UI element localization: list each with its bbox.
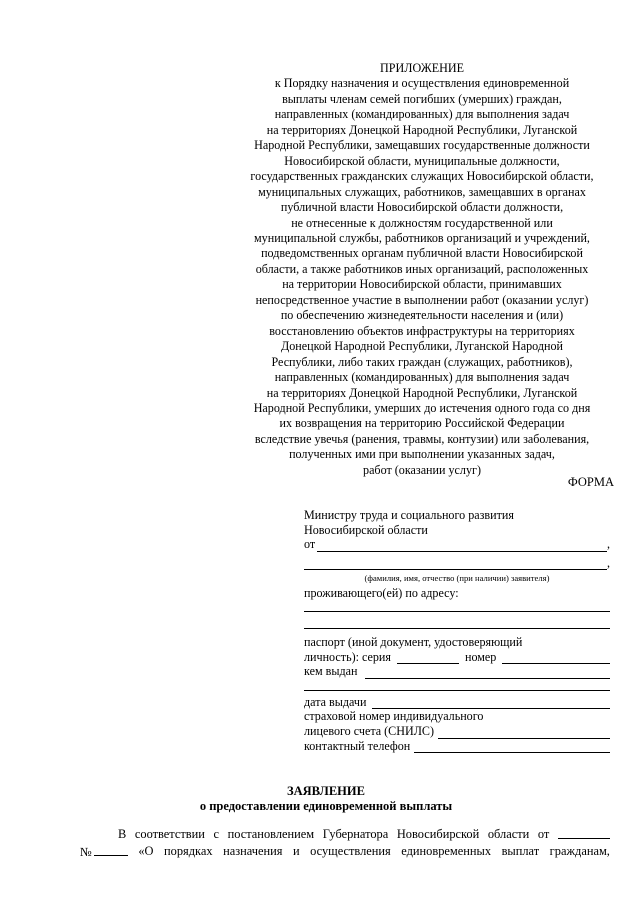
appendix-line: вследствие увечья (ранения, травмы, контузии) или заболевания, bbox=[254, 431, 590, 446]
body-word: Губернатора bbox=[322, 827, 389, 841]
addressee-block bbox=[304, 508, 610, 586]
appendix-line: Новосибирской области, муниципальные должности, bbox=[284, 153, 560, 168]
appendix-line: их возвращения на территорию Российской Федерации bbox=[279, 416, 565, 431]
appendix-line: на территориях Донецкой Народной Республики, Луганской bbox=[266, 385, 578, 400]
appendix-text bbox=[240, 76, 604, 478]
appendix-line: области, а также работников иных организаций, расположенных bbox=[255, 261, 589, 276]
snils-row bbox=[304, 724, 610, 739]
appendix-line: направленных (командированных) для выполнения задач bbox=[274, 370, 570, 385]
appendix-heading: ПРИЛОЖЕНИЕ bbox=[380, 61, 464, 75]
issue-date-label: дата выдачи bbox=[304, 694, 367, 709]
decree-date-field[interactable] bbox=[558, 826, 610, 839]
passport-block bbox=[304, 635, 610, 753]
snils-line1: страховой номер индивидуального bbox=[304, 709, 484, 724]
issued-by-row bbox=[304, 664, 610, 679]
appendix-line: на территориях Донецкой Народной Республики, Луганской bbox=[266, 122, 578, 137]
appendix-line: муниципальной службы, работников организаций и учреждений, bbox=[254, 230, 590, 245]
decree-number-group bbox=[80, 843, 128, 861]
addressee-line2: Новосибирской области bbox=[304, 522, 428, 537]
appendix-line: восстановлению объектов инфраструктуры на территориях bbox=[269, 323, 575, 338]
body-word: с bbox=[213, 827, 219, 841]
body-word: соответствии bbox=[134, 827, 205, 841]
statement-subtitle: о предоставлении единовременной выплаты bbox=[199, 799, 453, 813]
phone-field[interactable] bbox=[414, 741, 610, 753]
appendix-line: не отнесенные к должностям государственной или bbox=[291, 215, 553, 230]
appendix-line: Донецкой Народной Республики, Луганской Народной bbox=[280, 339, 564, 354]
snils-field[interactable] bbox=[438, 727, 610, 739]
body-word: осуществления bbox=[310, 844, 391, 858]
residence-block bbox=[304, 586, 610, 629]
appendix-header bbox=[240, 61, 604, 478]
series-label: личность): серия bbox=[304, 649, 391, 664]
body-word: постановлением bbox=[227, 827, 315, 841]
issue-date-row bbox=[304, 695, 610, 710]
snils-label: лицевого счета (СНИЛС) bbox=[304, 723, 435, 738]
from-row bbox=[304, 537, 610, 552]
body-word: Новосибирской bbox=[396, 827, 480, 841]
appendix-line: непосредственное участие в выполнении работ (оказании услуг) bbox=[255, 292, 589, 307]
phone-label: контактный телефон bbox=[304, 738, 411, 753]
residence-label: проживающего(ей) по адресу: bbox=[304, 586, 459, 600]
phone-row bbox=[304, 739, 610, 754]
address-line-2[interactable] bbox=[304, 627, 610, 629]
decree-number-field[interactable] bbox=[94, 843, 128, 856]
address-line-1[interactable] bbox=[304, 610, 610, 612]
appendix-line: публичной власти Новосибирской области должности, bbox=[280, 200, 564, 215]
body-word: назначения bbox=[223, 844, 283, 858]
issue-date-field[interactable] bbox=[372, 697, 610, 709]
body-word: В bbox=[118, 827, 127, 841]
number-sign: № bbox=[80, 845, 92, 859]
appendix-line: выплаты членам семей погибших (умерших) граждан, bbox=[282, 91, 562, 106]
appendix-line: муниципальных служащих, работников, замещавших в органах bbox=[258, 184, 586, 199]
series-row bbox=[304, 650, 610, 665]
issued-by-field[interactable] bbox=[365, 667, 610, 679]
body-word: и bbox=[292, 844, 300, 858]
body-word: порядках bbox=[164, 844, 213, 858]
issued-by-label: кем выдан bbox=[304, 664, 358, 679]
appendix-line: Народной Республики, умерших до истечения одного года со дня bbox=[253, 400, 591, 415]
body-line-1 bbox=[118, 826, 610, 843]
fio-comma: , bbox=[606, 555, 610, 570]
series-field[interactable] bbox=[397, 652, 459, 664]
appendix-line: государственных гражданских служащих Новосибирской области, bbox=[250, 169, 594, 184]
appendix-line: Народной Республики, замещавших государственные должности bbox=[254, 138, 590, 153]
body-word: единовременных bbox=[401, 844, 492, 858]
appendix-line: Республики, либо таких граждан (служащих, работников), bbox=[271, 354, 573, 369]
body-line-2 bbox=[80, 843, 610, 861]
body-word: гражданам, bbox=[549, 844, 610, 858]
form-label: ФОРМА bbox=[567, 475, 614, 489]
body-word: от bbox=[537, 827, 550, 841]
appendix-line: работ (оказании услуг) bbox=[363, 462, 481, 477]
appendix-line: направленных (командированных) для выполнения задач bbox=[274, 107, 570, 122]
appendix-line: полученных ими при выполнении указанных задач, bbox=[289, 447, 555, 462]
from-field[interactable] bbox=[317, 540, 607, 552]
appendix-line: к Порядку назначения и осуществления единовременной bbox=[274, 76, 570, 91]
number-label: номер bbox=[464, 649, 497, 664]
issued-by-line-2[interactable] bbox=[304, 689, 610, 691]
appendix-line: по обеспечению жизнедеятельности населения и (или) bbox=[280, 308, 564, 323]
passport-line1: паспорт (иной документ, удостоверяющий bbox=[304, 635, 523, 649]
appendix-line: подведомственных органам публичной власти Новосибирской bbox=[261, 246, 583, 261]
addressee-line1: Министру труда и социального развития bbox=[304, 508, 514, 522]
appendix-line: на территории Новосибирской области, принимавших bbox=[282, 277, 562, 292]
from-comma: , bbox=[606, 537, 610, 552]
body-word: области bbox=[487, 827, 530, 841]
body-word: «О bbox=[138, 844, 154, 858]
statement-title: ЗАЯВЛЕНИЕ bbox=[287, 784, 365, 798]
fio-row bbox=[304, 556, 610, 571]
fio-field[interactable] bbox=[304, 558, 607, 570]
from-label: от bbox=[304, 537, 316, 552]
number-field[interactable] bbox=[502, 652, 610, 664]
fio-hint: (фамилия, имя, отчество (при наличии) заявителя) bbox=[364, 573, 550, 584]
body-word: выплат bbox=[501, 844, 540, 858]
